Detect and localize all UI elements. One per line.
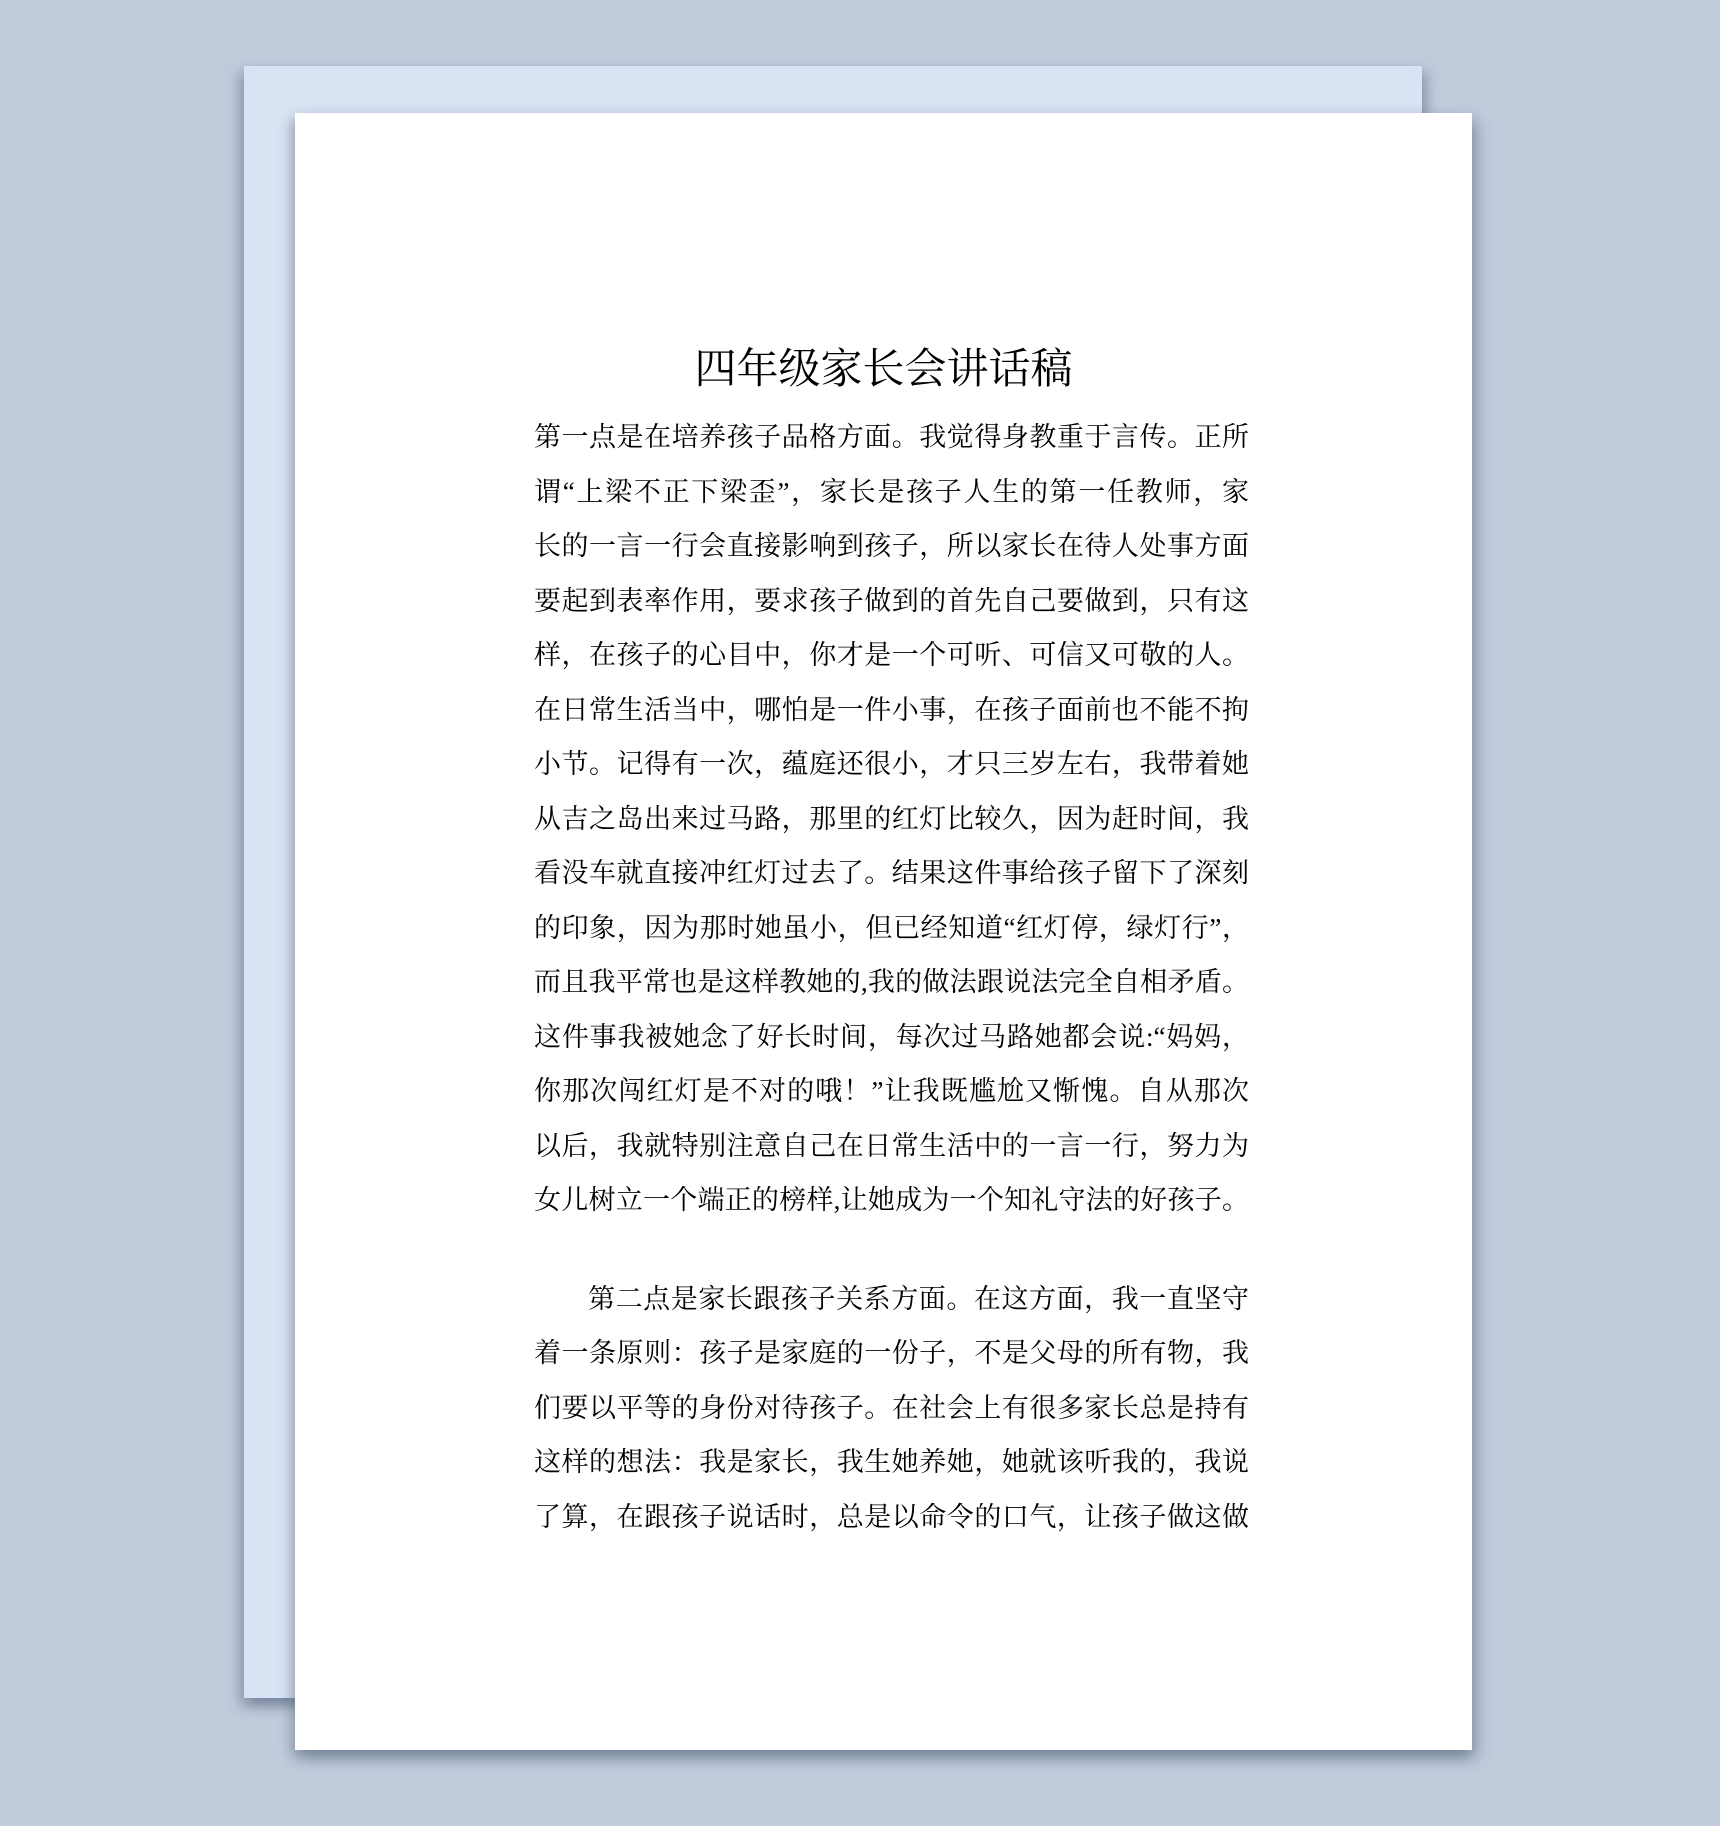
text-line: 的印象，因为那时她虽小，但已经知道“红灯停，绿灯行”， bbox=[534, 912, 1249, 943]
text-line: 这样的想法：我是家长，我生她养她，她就该听我的，我说 bbox=[534, 1447, 1249, 1477]
document-title: 四年级家长会讲话稿 bbox=[694, 347, 1073, 393]
text-line: 第一点是在培养孩子品格方面。我觉得身教重于言传。正所 bbox=[534, 422, 1249, 452]
text-line: 了算，在跟孩子说话时，总是以命令的口气，让孩子做这做 bbox=[534, 1501, 1249, 1532]
text-line: 长的一言一行会直接影响到孩子，所以家长在待人处事方面 bbox=[534, 531, 1249, 561]
document-page bbox=[295, 113, 1472, 1750]
document-body bbox=[534, 410, 1249, 1544]
text-line: 小节。记得有一次，蕴庭还很小，才只三岁左右，我带着她 bbox=[534, 749, 1249, 779]
text-line: 你那次闯红灯是不对的哦！”让我既尴尬又惭愧。自从那次 bbox=[534, 1076, 1249, 1106]
text-line: 谓“上梁不正下梁歪”，家长是孩子人生的第一任教师，家 bbox=[534, 476, 1249, 507]
text-line: 第二点是家长跟孩子关系方面。在这方面，我一直坚守 bbox=[588, 1283, 1249, 1314]
text-line: 以后，我就特别注意自己在日常生活中的一言一行，努力为 bbox=[534, 1130, 1249, 1161]
text-line: 这件事我被她念了好长时间，每次过马路她都会说:“妈妈， bbox=[534, 1021, 1249, 1052]
text-line: 在日常生活当中，哪怕是一件小事，在孩子面前也不能不拘 bbox=[534, 694, 1249, 725]
text-line: 女儿树立一个端正的榜样,让她成为一个知礼守法的好孩子。 bbox=[534, 1185, 1249, 1215]
text-line: 们要以平等的身份对待孩子。在社会上有很多家长总是持有 bbox=[534, 1392, 1249, 1423]
paragraph bbox=[534, 1272, 1249, 1545]
text-line: 而且我平常也是这样教她的,我的做法跟说法完全自相矛盾。 bbox=[534, 967, 1249, 997]
text-line: 从吉之岛出来过马路，那里的红灯比较久，因为赶时间，我 bbox=[534, 803, 1249, 834]
text-line: 样，在孩子的心目中，你才是一个可听、可信又可敬的人。 bbox=[534, 640, 1249, 670]
text-line: 看没车就直接冲红灯过去了。结果这件事给孩子留下了深刻 bbox=[534, 858, 1249, 888]
text-line: 着一条原则：孩子是家庭的一份子，不是父母的所有物，我 bbox=[534, 1338, 1249, 1368]
text-line: 要起到表率作用，要求孩子做到的首先自己要做到，只有这 bbox=[534, 585, 1249, 616]
paragraph bbox=[534, 410, 1249, 1228]
